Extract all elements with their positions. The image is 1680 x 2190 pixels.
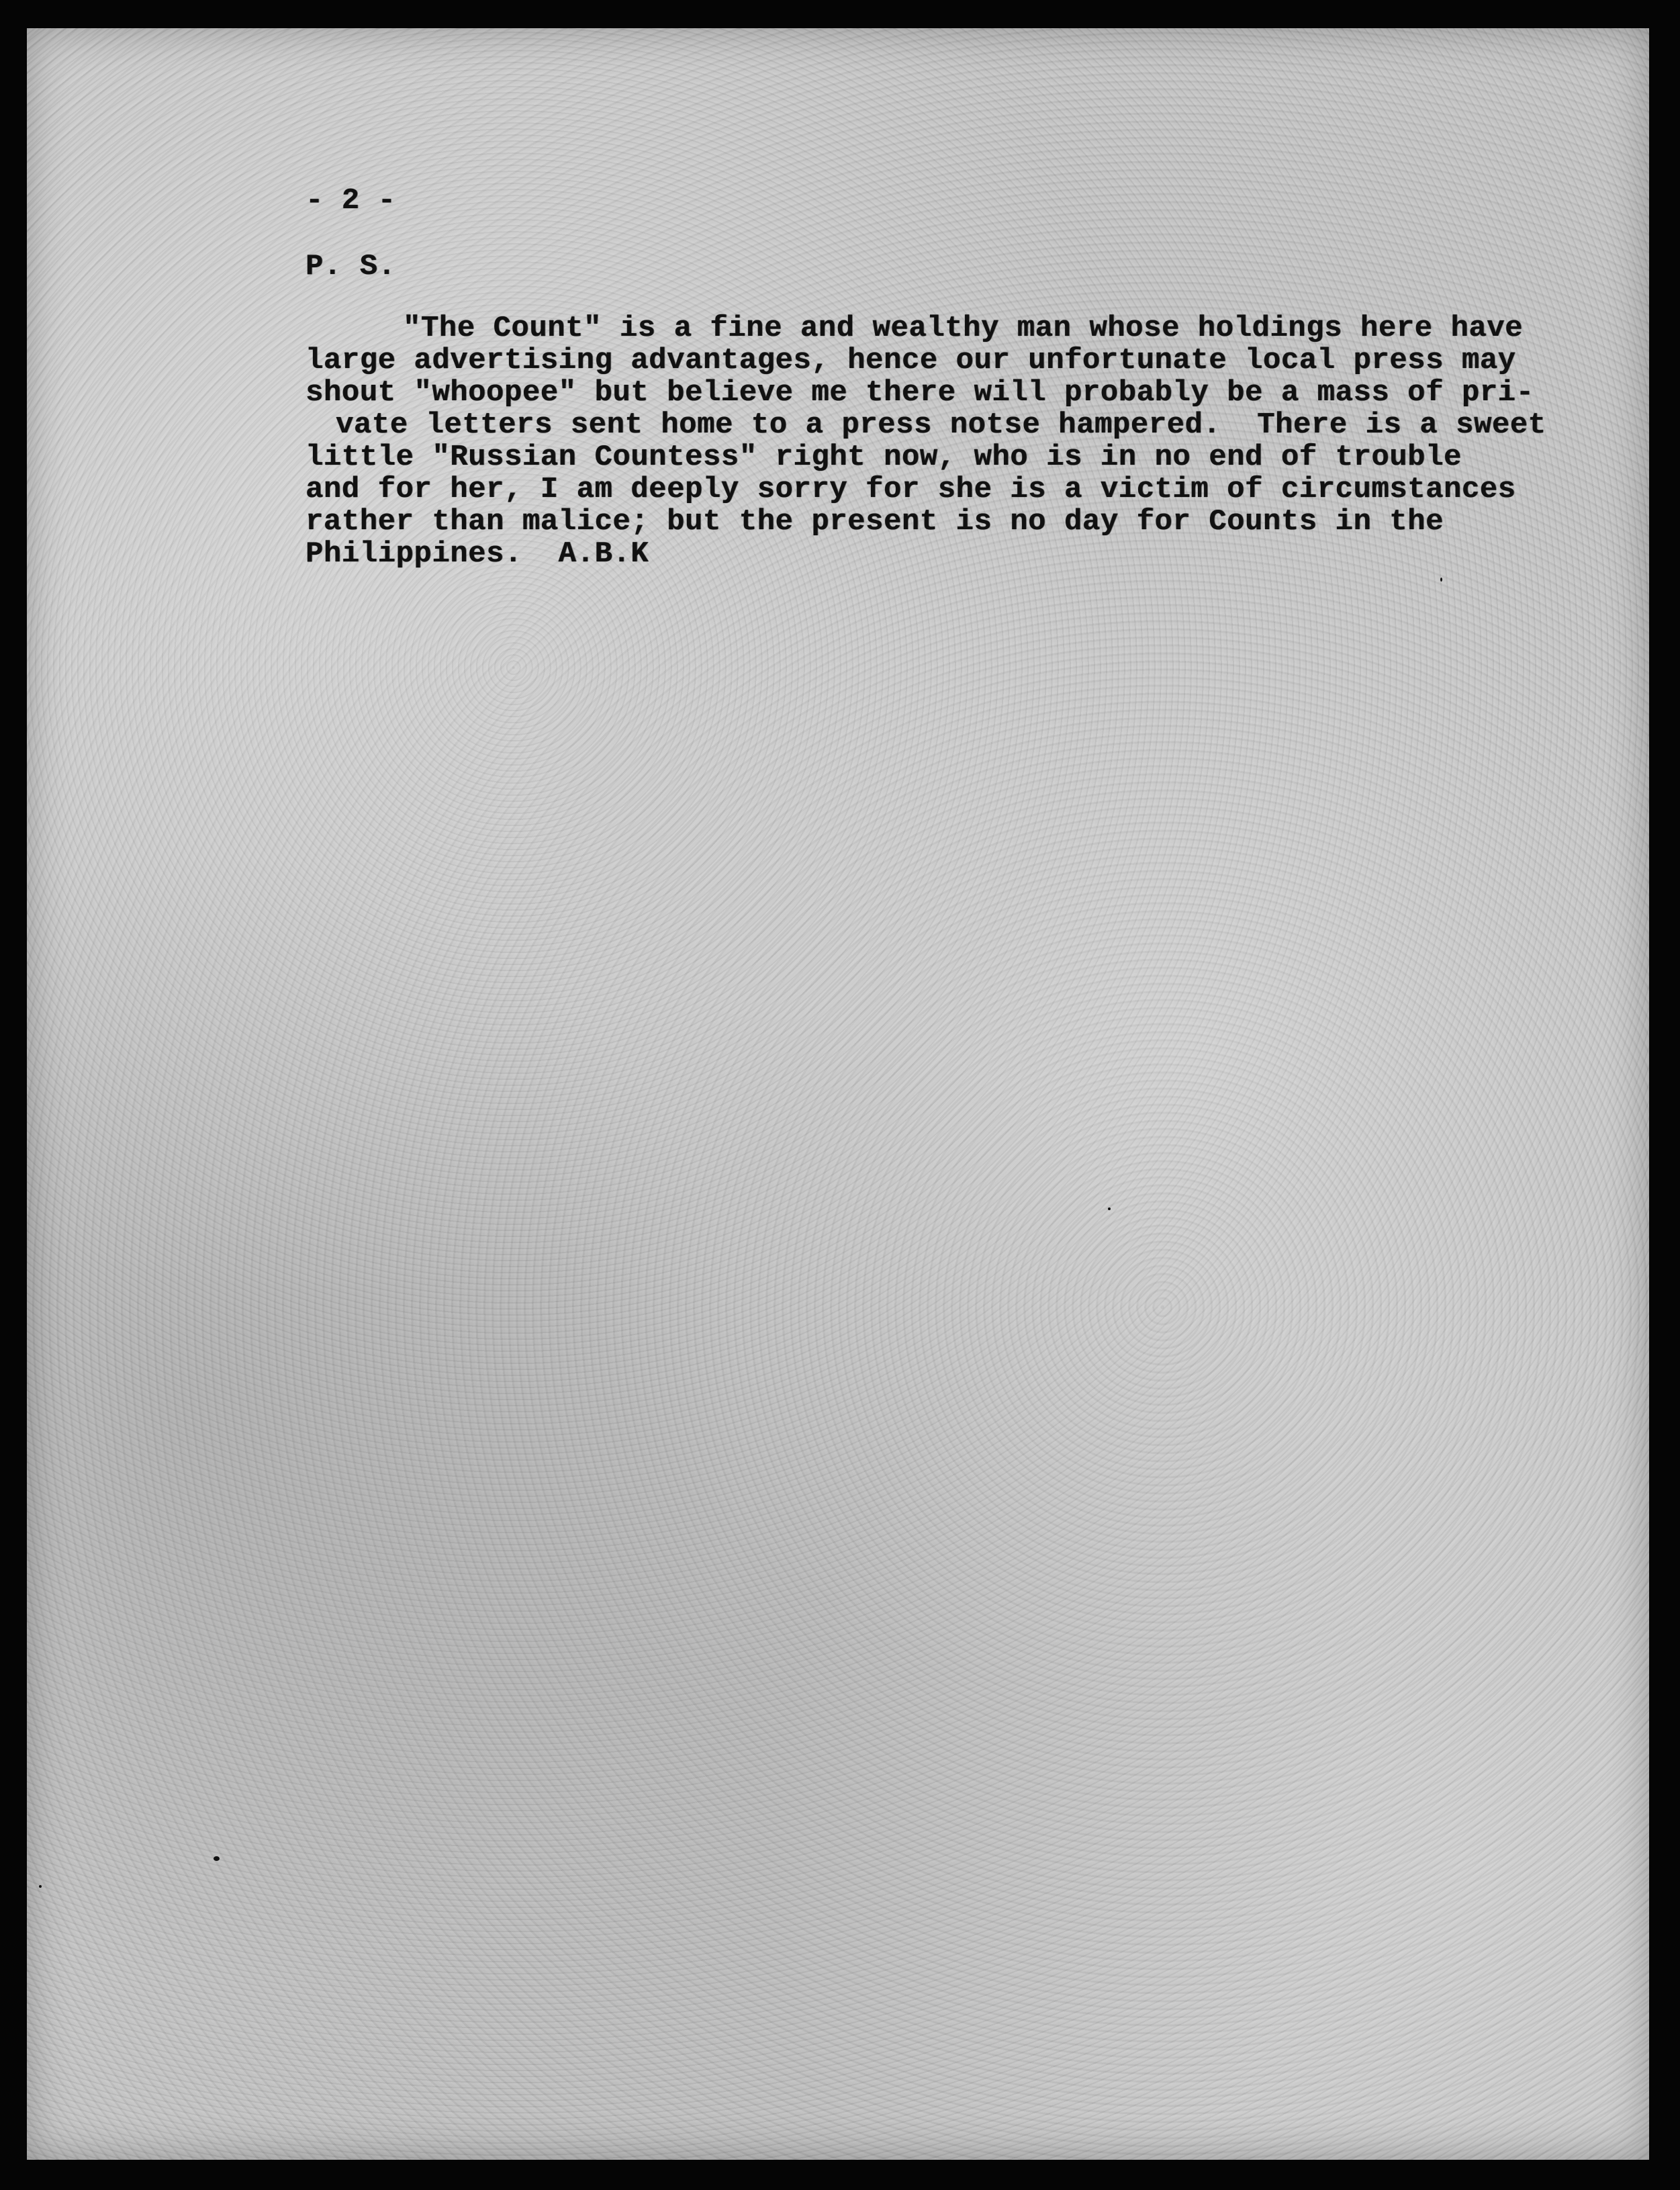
ink-speck <box>214 1856 220 1861</box>
body-line: large advertising advantages, hence our unfortunate local press may <box>306 344 1516 377</box>
body-line: vate letters sent home to a press notse hampered. There is a sweet <box>336 408 1546 442</box>
postscript-heading: P. S. <box>306 250 396 283</box>
page-number: - 2 - <box>306 184 396 218</box>
signature-line: Philippines. A.B.K <box>306 537 649 571</box>
body-line: shout "whoopee" but believe me there will probably be a mass of pri- <box>306 376 1534 410</box>
ink-speck <box>39 1885 42 1888</box>
ink-speck <box>1440 578 1442 582</box>
body-line: rather than malice; but the present is no day for Counts in the <box>306 505 1444 539</box>
body-line: and for her, I am deeply sorry for she is a victim of circumstances <box>306 473 1516 506</box>
body-line: "The Count" is a fine and wealthy man whose holdings here have <box>403 312 1524 345</box>
ink-speck <box>1108 1207 1111 1210</box>
body-line: little "Russian Countess" right now, who is in no end of trouble <box>306 441 1462 474</box>
typed-letter-page <box>27 28 1649 2160</box>
